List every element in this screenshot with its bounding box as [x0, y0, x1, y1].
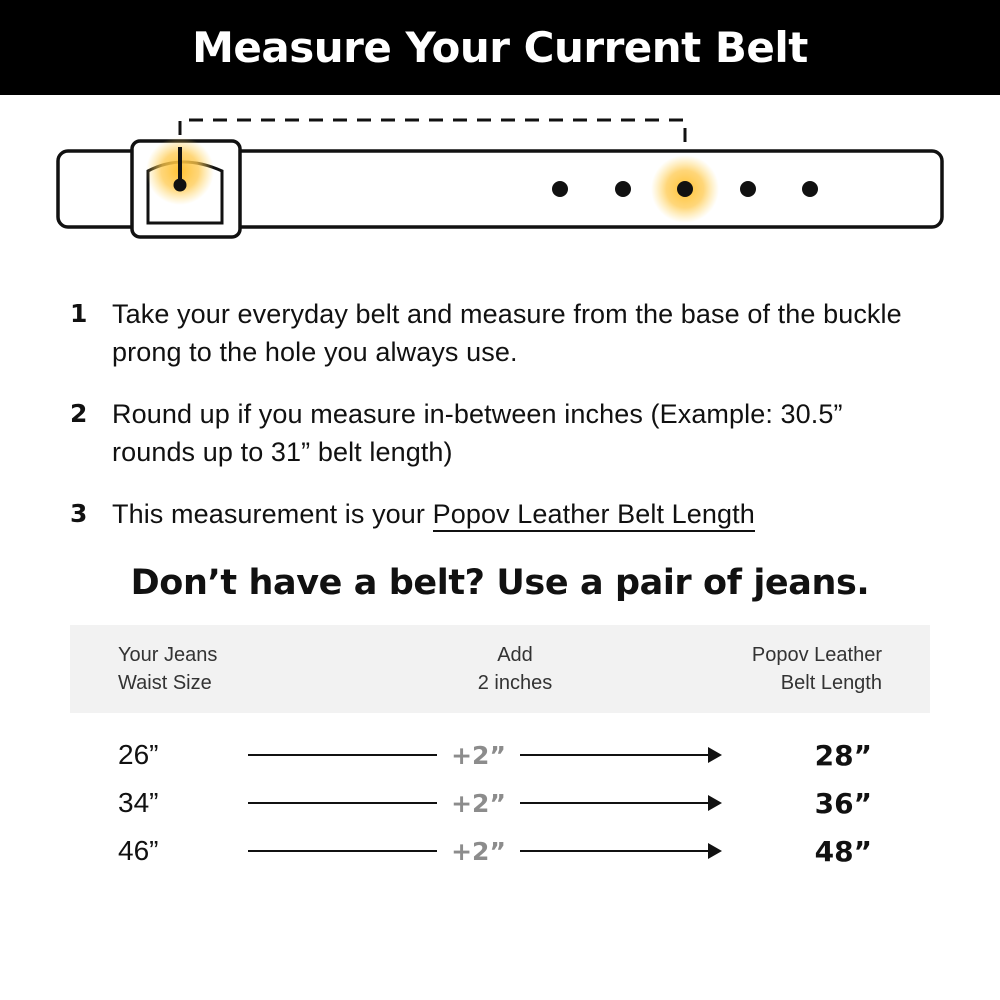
arrow-line-right: [520, 754, 709, 756]
cell-add-value: +2”: [451, 836, 506, 866]
arrow-line-right: [520, 802, 709, 804]
arrow-line-right: [520, 850, 709, 852]
step-text: Take your everyday belt and measure from the base of the buckle prong to the hole you always use.: [112, 299, 902, 367]
table-row: [70, 779, 930, 827]
cell-add-value: +2”: [451, 740, 506, 770]
cell-belt-length: 48”: [814, 834, 872, 868]
arrow-line-left: [248, 850, 437, 852]
column-header-result: [582, 641, 930, 697]
header-bar: [0, 0, 1000, 95]
arrow-head-icon: [708, 795, 722, 811]
cell-waist-size: 46”: [118, 835, 159, 866]
cell-waist-size: 34”: [118, 787, 159, 818]
belt-hole: [552, 181, 568, 197]
column-header-waist-line2: Waist Size: [118, 672, 212, 694]
arrow-line-left: [248, 802, 437, 804]
belt-diagram: [0, 95, 1000, 285]
column-header-waist-line1: Your Jeans: [118, 644, 218, 666]
conversion-arrow: [248, 837, 722, 866]
step-text-prefix: This measurement is your: [112, 499, 433, 529]
conversion-arrow: [248, 741, 722, 770]
cell-add-value: +2”: [451, 788, 506, 818]
step-number: 1: [70, 299, 88, 328]
arrow-line-left: [248, 754, 437, 756]
step-text: Round up if you measure in-between inches (Example: 30.5” rounds up to 31” belt length): [112, 399, 843, 467]
cell-belt-length: 36”: [814, 786, 872, 820]
jeans-section-heading: Don’t have a belt? Use a pair of jeans.: [130, 563, 870, 603]
column-header-add-line1: Add: [497, 644, 533, 666]
belt-hole: [740, 181, 756, 197]
belt-length-link[interactable]: Popov Leather Belt Length: [433, 499, 755, 532]
page-title: Measure Your Current Belt: [192, 23, 808, 72]
prong-base-hole: [174, 179, 187, 192]
arrow-head-icon: [708, 843, 722, 859]
conversion-arrow: [248, 789, 722, 818]
belt-illustration-svg: [50, 95, 950, 285]
step-item: [70, 495, 930, 533]
column-header-add-line2: 2 inches: [477, 672, 553, 694]
belt-hole: [615, 181, 631, 197]
table-row: [70, 827, 930, 875]
step-number: 3: [70, 499, 88, 528]
step-item: [70, 295, 930, 371]
step-text: [112, 495, 755, 533]
cell-belt-length: 28”: [814, 738, 872, 772]
column-header-add: [448, 641, 582, 697]
step-item: [70, 395, 930, 471]
jeans-table-header: [70, 625, 930, 713]
cell-waist-size: 26”: [118, 739, 159, 770]
column-header-result-line1: Popov Leather: [751, 644, 882, 666]
belt-hole-selected: [677, 181, 693, 197]
table-row: [70, 731, 930, 779]
jeans-conversion-rows: [70, 731, 930, 875]
column-header-result-line2: Belt Length: [780, 672, 882, 694]
arrow-head-icon: [708, 747, 722, 763]
instruction-steps: [0, 295, 1000, 533]
step-number: 2: [70, 399, 88, 428]
column-header-waist: [70, 641, 448, 697]
belt-hole: [802, 181, 818, 197]
